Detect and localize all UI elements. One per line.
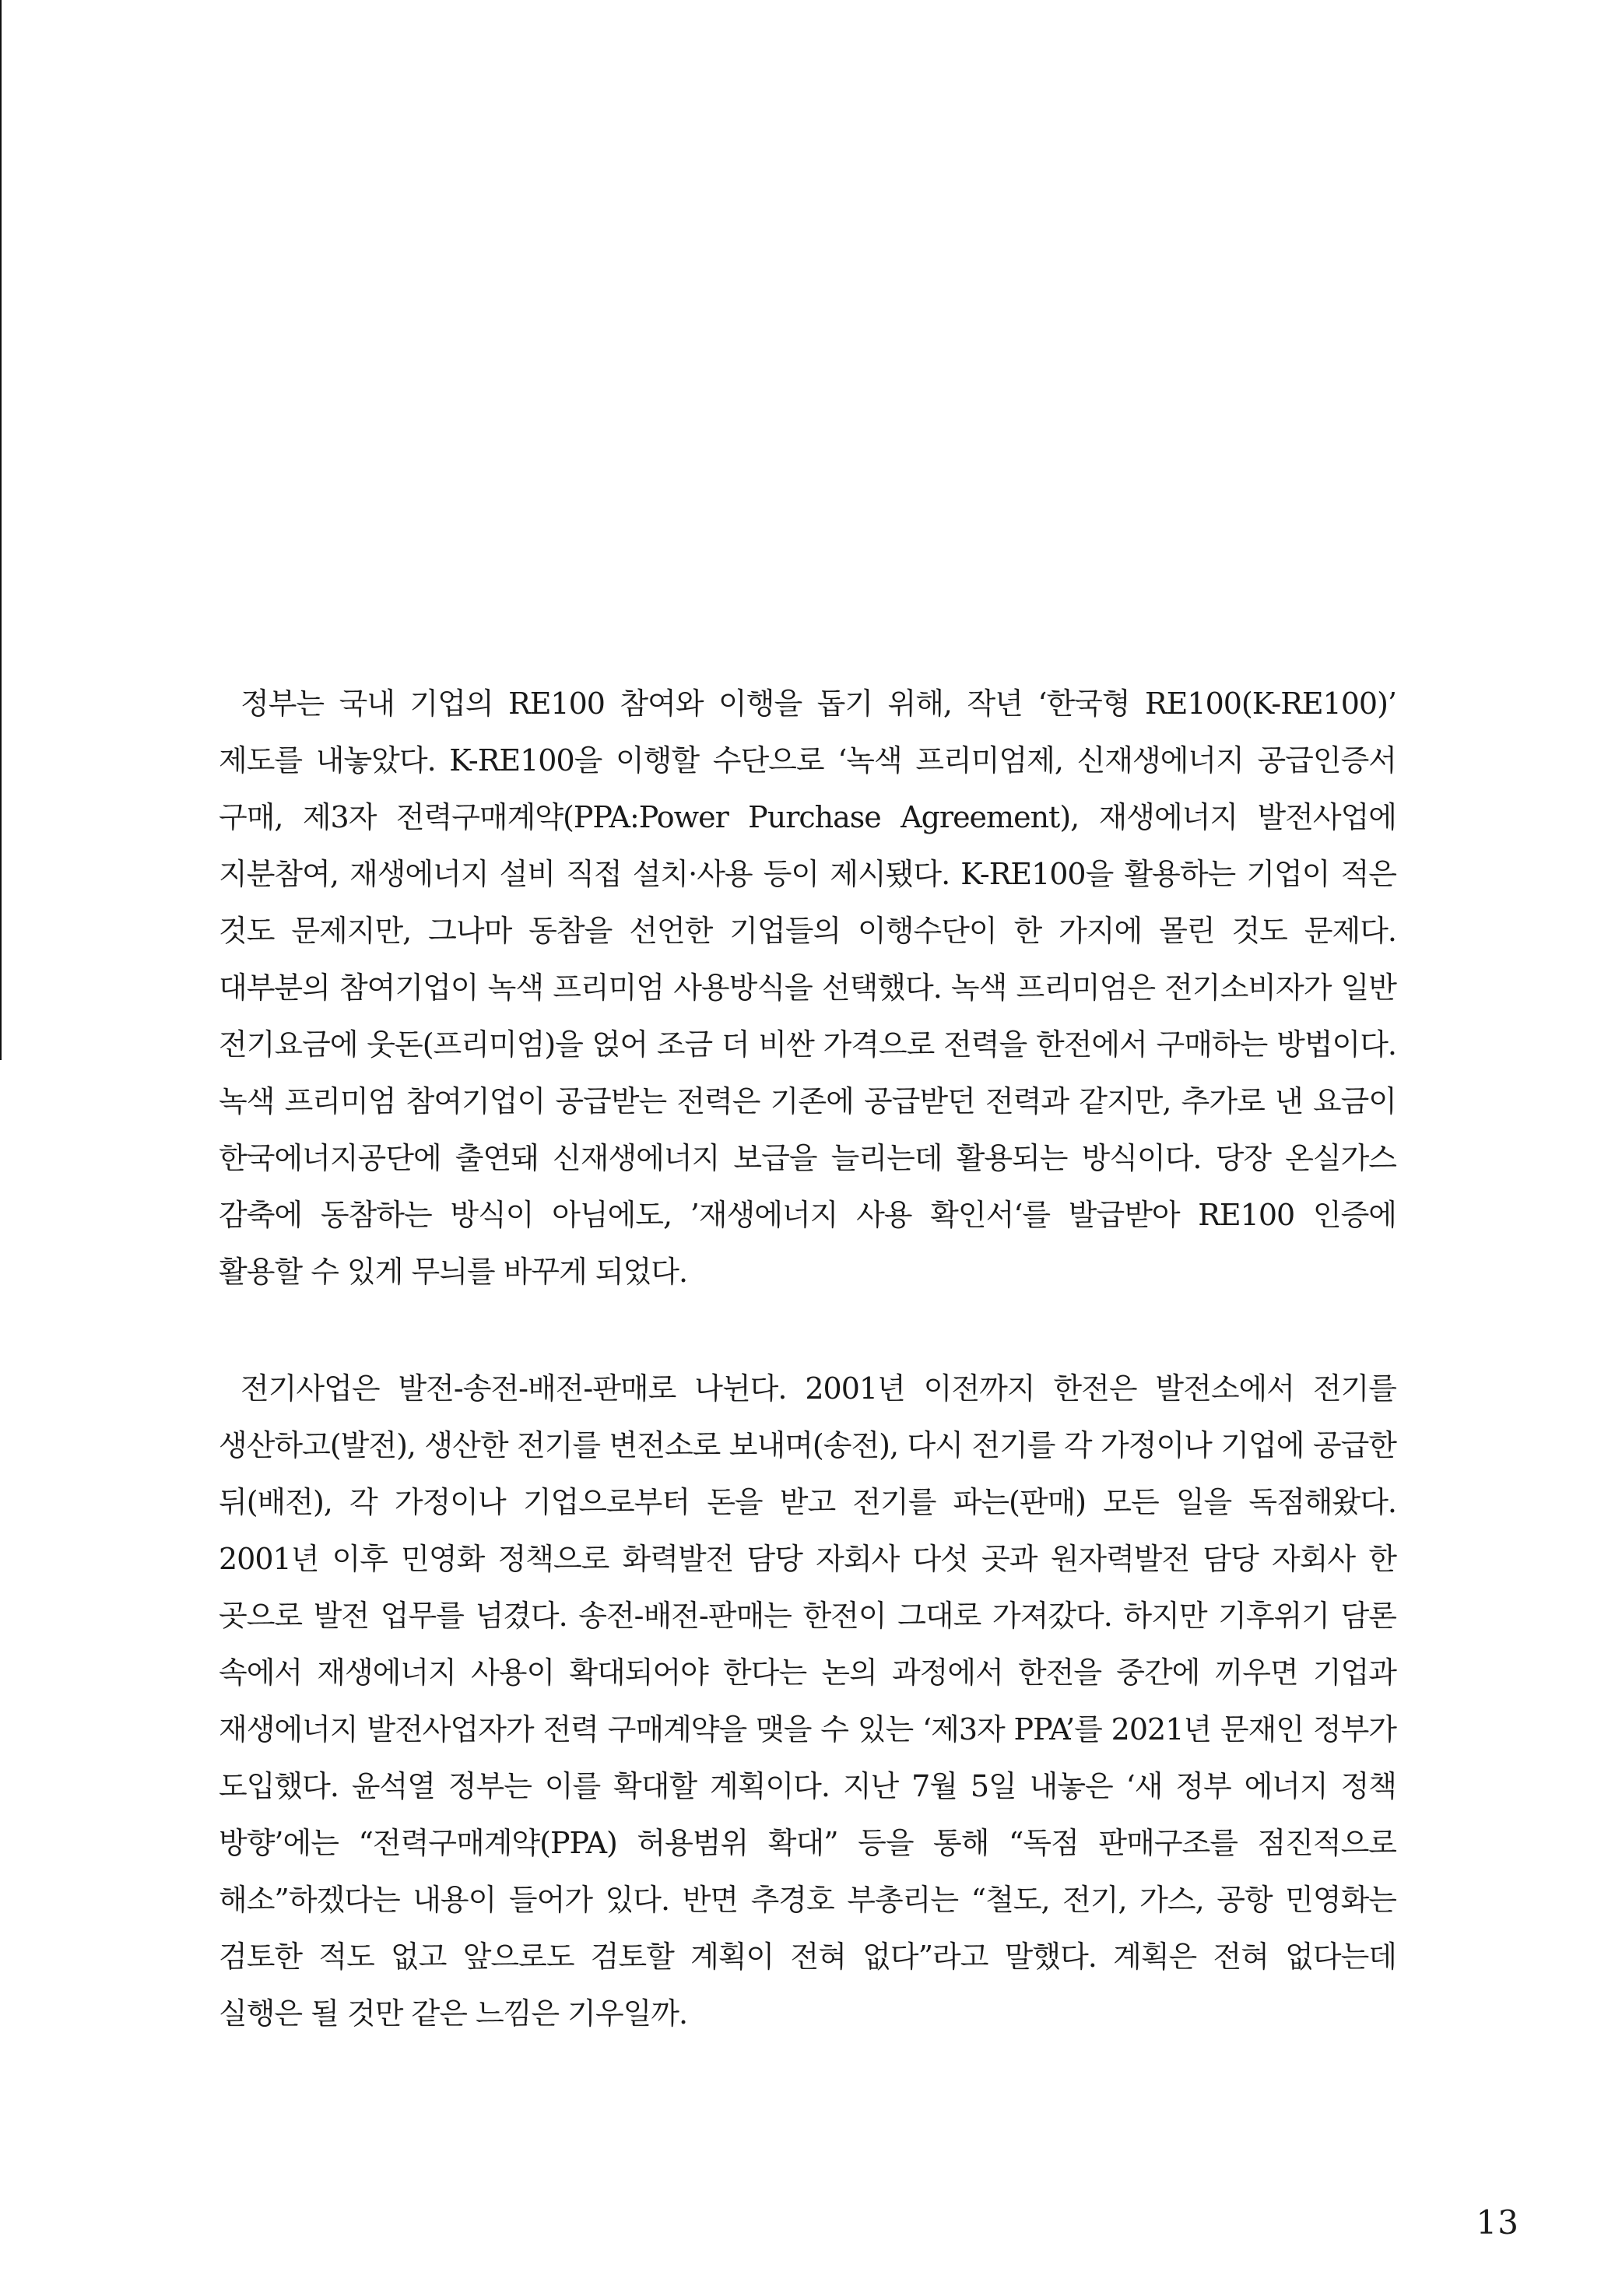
page-number: 13	[1476, 2203, 1519, 2242]
article-body	[219, 676, 1396, 2042]
paragraph-electricity-business: 전기사업은 발전-송전-배전-판매로 나뉜다. 2001년 이전까지 한전은 발전소에서 전기를 생산하고(발전), 생산한 전기를 변전소로 보내며(송전), 다시 전기를 각 가정이나 기업에 공급한 뒤(배전), 각 가정이나 기업으로부터 돈을 받고 전기를 파는(판매) 모든 일을 독점해왔다. 2001년 이후 민영화 정책으로 화력발전 담당 자회사 다섯 곳과 원자력발전 담당 자회사 한 곳으로 발전 업무를 넘겼다. 송전-배전-판매는 한전이 그대로 가져갔다. 하지만 기후위기 담론 속에서 재생에너지 사용이 확대되어야 한다는 논의 과정에서 한전을 중간에 끼우면 기업과 재생에너지 발전사업자가 전력 구매계약을 맺을 수 있는 ‘제3자 PPA’를 2021년 문재인 정부가 도입했다. 윤석열 정부는 이를 확대할 계획이다. 지난 7월 5일 내놓은 ‘새 정부 에너지 정책 방향’에는 “전력구매계약(PPA) 허용범위 확대” 등을 통해 “독점 판매구조를 점진적으로 해소”하겠다는 내용이 들어가 있다. 반면 추경호 부총리는 “철도, 전기, 가스, 공항 민영화는 검토한 적도 없고 앞으로도 검토할 계획이 전혀 없다”라고 말했다. 계획은 전혀 없다는데 실행은 될 것만 같은 느낌은 기우일까.	[219, 1371, 1396, 2031]
binding-edge-line	[0, 0, 2, 1060]
paragraph-re100: 정부는 국내 기업의 RE100 참여와 이행을 돕기 위해, 작년 ‘한국형 RE100(K-RE100)’ 제도를 내놓았다. K-RE100을 이행할 수단으로 ‘녹색 프리미엄제, 신재생에너지 공급인증서 구매, 제3자 전력구매계약(PPA:Power Purchase Agreement), 재생에너지 발전사업에 지분참여, 재생에너지 설비 직접 설치·사용 등이 제시됐다. K-RE100을 활용하는 기업이 적은 것도 문제지만, 그나마 동참을 선언한 기업들의 이행수단이 한 가지에 몰린 것도 문제다. 대부분의 참여기업이 녹색 프리미엄 사용방식을 선택했다. 녹색 프리미엄은 전기소비자가 일반 전기요금에 웃돈(프리미엄)을 얹어 조금 더 비싼 가격으로 전력을 한전에서 구매하는 방법이다. 녹색 프리미엄 참여기업이 공급받는 전력은 기존에 공급받던 전력과 같지만, 추가로 낸 요금이 한국에너지공단에 출연돼 신재생에너지 보급을 늘리는데 활용되는 방식이다. 당장 온실가스 감축에 동참하는 방식이 아님에도, ’재생에너지 사용 확인서‘를 발급받아 RE100 인증에 활용할 수 있게 무늬를 바꾸게 되었다.	[219, 686, 1396, 1289]
